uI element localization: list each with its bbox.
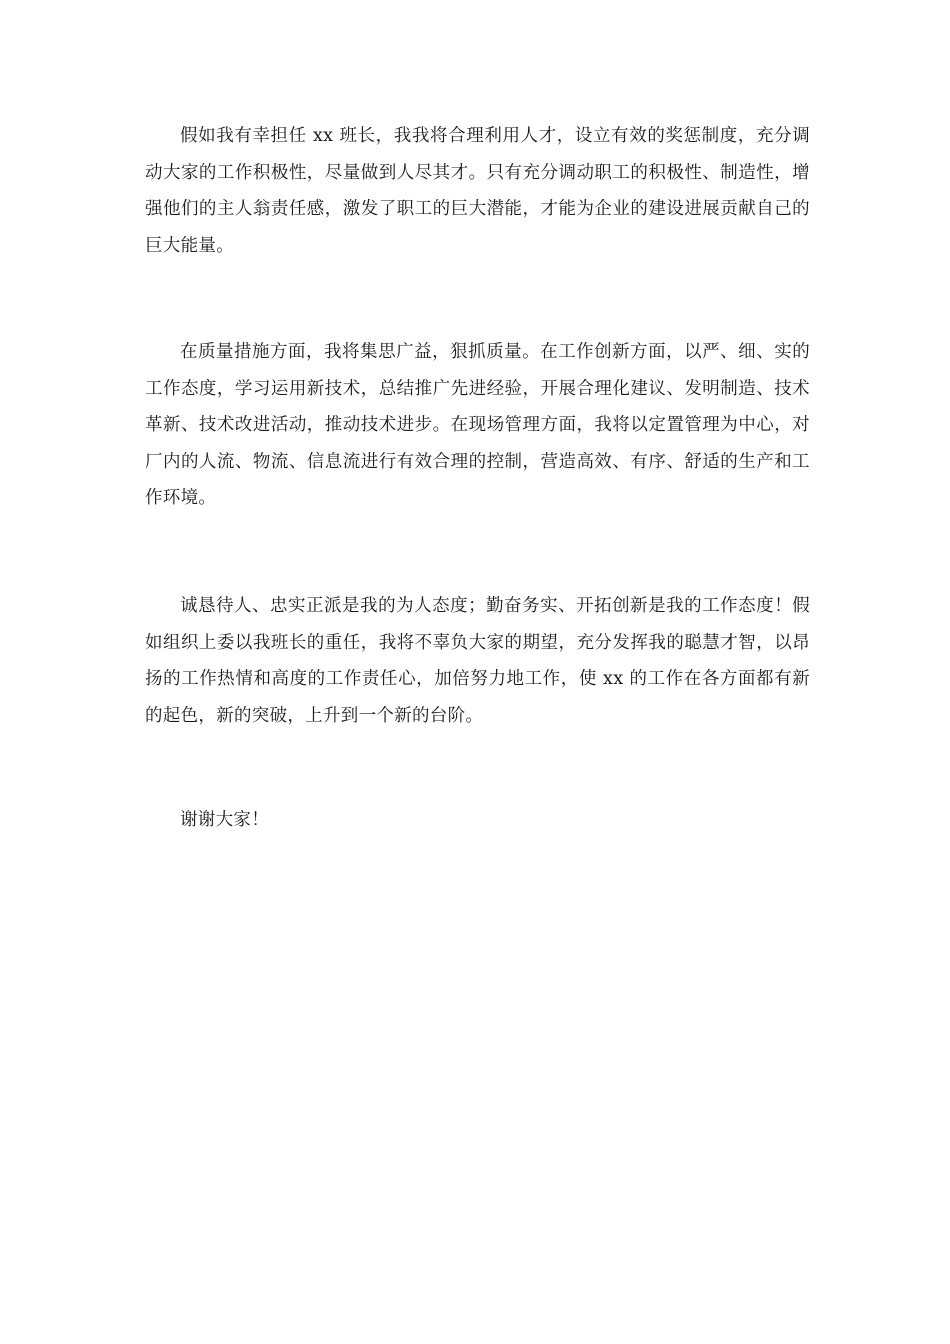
paragraph-talent-management: 假如我有幸担任 xx 班长，我我将合理利用人才，设立有效的奖惩制度，充分调动大家的工作积极性，尽量做到人尽其才。只有充分调动职工的积极性、制造性，增强他们的主人翁责任感，激发了职工的巨大潜能，才能为企业的建设进展贡献自己的巨大能量。 <box>145 126 810 256</box>
paragraph-quality-innovation: 在质量措施方面，我将集思广益，狠抓质量。在工作创新方面，以严、细、实的工作态度，学习运用新技术，总结推广先进经验，开展合理化建议、发明制造、技术革新、技术改进活动，推动技术进步。在现场管理方面，我将以定置管理为中心，对厂内的人流、物流、信息流进行有效合理的控制，营造高效、有序、舒适的生产和工作环境。 <box>145 342 810 508</box>
paragraph-attitude-commitment: 诚恳待人、忠实正派是我的为人态度；勤奋务实、开拓创新是我的工作态度！假如组织上委以我班长的重任，我将不辜负大家的期望，充分发挥我的聪慧才智，以昂扬的工作热情和高度的工作责任心，加倍努力地工作，使 xx 的工作在各方面都有新的起色，新的突破，上升到一个新的台阶。 <box>145 596 810 726</box>
paragraph-thanks: 谢谢大家！ <box>180 810 269 830</box>
